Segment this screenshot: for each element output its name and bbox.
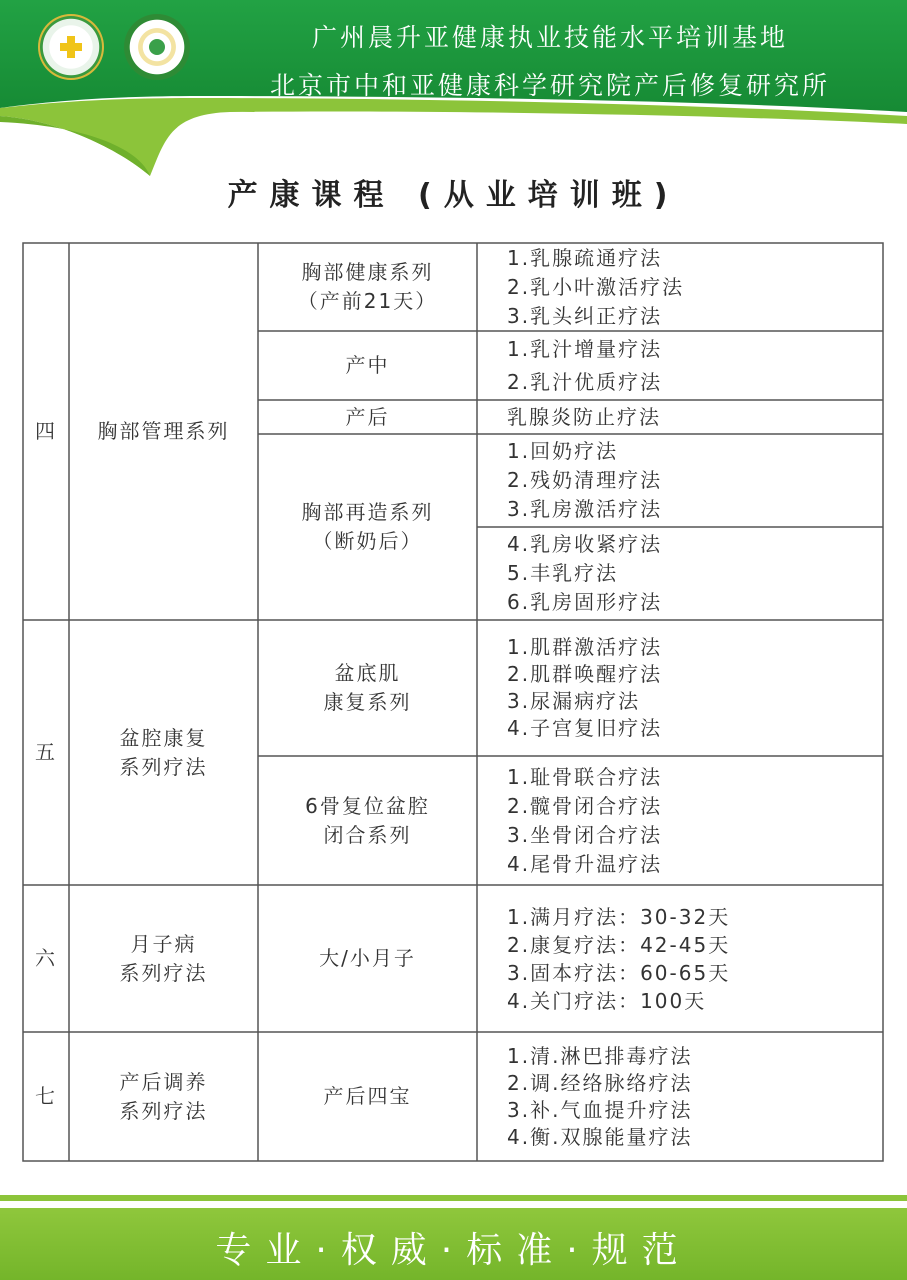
sub-label: 6骨复位盆腔 闭合系列 [305, 793, 430, 847]
section-name-4: 胸部管理系列 [97, 419, 230, 443]
method-list: 1.耻骨联合疗法 2.髋骨闭合疗法 3.坐骨闭合疗法 4.尾骨升温疗法 [507, 764, 663, 876]
header-banner [0, 0, 907, 185]
method-list: 1.肌群激活疗法 2.肌群唤醒疗法 3.尿漏病疗法 4.子宫复旧疗法 [507, 635, 663, 740]
section-name-6: 月子病 系列疗法 [119, 931, 208, 985]
footer-stripe [0, 1195, 907, 1201]
sub-label: 胸部再造系列 （断奶后） [301, 500, 434, 553]
method-list: 1.乳腺疏通疗法 2.乳小叶激活疗法 3.乳头纠正疗法 [507, 245, 685, 328]
section-name-5: 盆腔康复 系列疗法 [119, 725, 208, 779]
sub-label: 产中 [345, 353, 390, 377]
section-number-6: 六 [35, 946, 57, 970]
footer-slogan: 专业·权威·标准·规范 [215, 1230, 692, 1271]
sub-label: 盆底肌 康复系列 [323, 661, 412, 714]
header-line-2: 北京市中和亚健康科学研究院产后修复研究所 [269, 71, 830, 100]
sub-label: 产后 [345, 404, 390, 429]
method-list: 1.清.淋巴排毒疗法 2.调.经络脉络疗法 3.补.气血提升疗法 4.衡.双腺能量疗法 [507, 1043, 693, 1149]
green-cross-laurel-logo-icon [38, 14, 104, 80]
method-list: 1.满月疗法：30-32天 2.康复疗法：42-45天 3.固本疗法：60-65天 4.关门疗法：100天 [507, 904, 731, 1013]
sub-label: 产后四宝 [323, 1084, 412, 1108]
header-line-1: 广州晨升亚健康执业技能水平培训基地 [311, 23, 788, 52]
section-number-7: 七 [35, 1084, 57, 1108]
section-number-5: 五 [35, 740, 57, 764]
method-list: 1.回奶疗法 2.残奶清理疗法 3.乳房激活疗法 [507, 439, 663, 521]
section-number-4: 四 [35, 419, 57, 443]
section-name-7: 产后调养 系列疗法 [119, 1069, 208, 1123]
method-list: 乳腺炎防止疗法 [507, 404, 661, 429]
method-list: 4.乳房收紧疗法 5.丰乳疗法 6.乳房固形疗法 [507, 532, 663, 614]
page-title: 产康课程 (从业培训班) [227, 178, 680, 213]
sub-label: 胸部健康系列 （产前21天） [297, 260, 438, 313]
method-list: 1.乳汁增量疗法 2.乳汁优质疗法 [507, 336, 663, 394]
sub-label: 大/小月子 [319, 946, 416, 970]
research-institute-seal-logo-icon [124, 14, 190, 80]
